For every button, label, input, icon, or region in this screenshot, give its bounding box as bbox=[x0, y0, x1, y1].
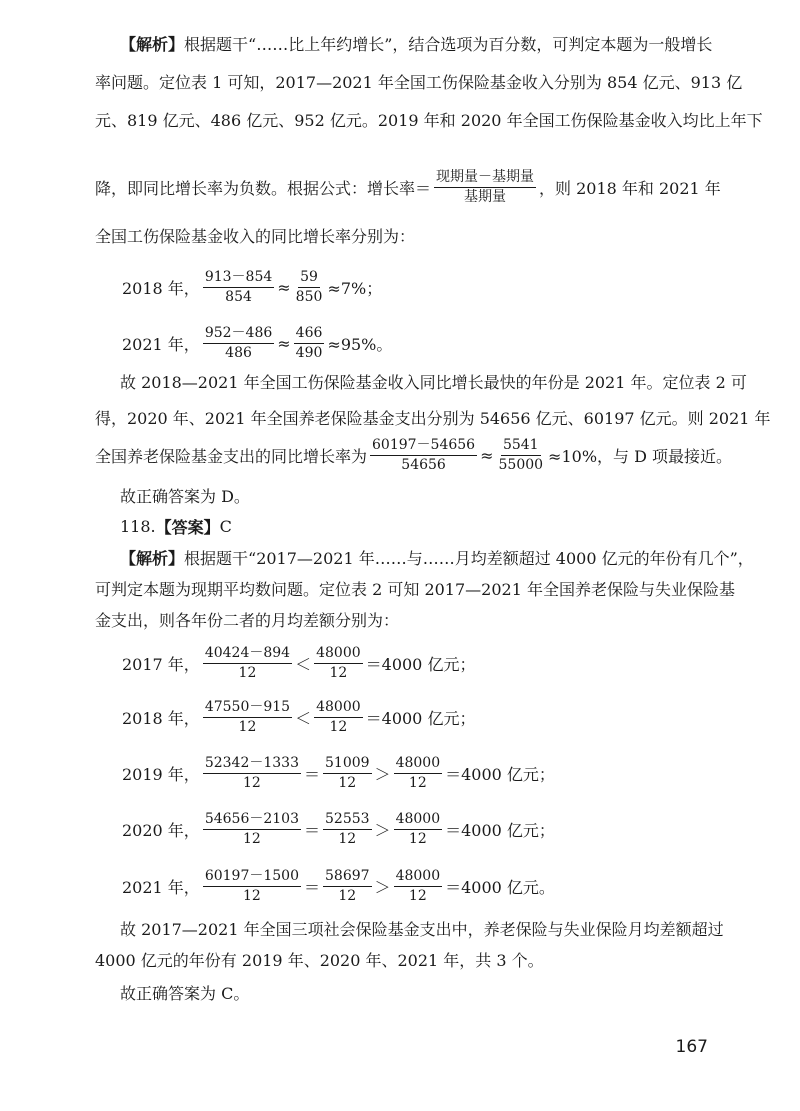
row-2020 bbox=[122, 804, 555, 854]
formula-result: ≈95%。 bbox=[327, 334, 393, 354]
numerator: 58697 bbox=[323, 868, 372, 886]
denominator: 850 bbox=[295, 288, 323, 305]
denominator: 12 bbox=[242, 830, 261, 847]
operator: ＝ bbox=[303, 764, 320, 784]
row-result: ＝4000 亿元； bbox=[365, 708, 476, 728]
row-2021 bbox=[122, 861, 555, 911]
formula-2018-label: 2018 年， bbox=[122, 278, 200, 298]
row-2017 bbox=[122, 638, 475, 688]
para4-line1: 故 2017—2021 年全国三项社会保险基金支出中，养老保险与失业保险月均差额超过 bbox=[120, 919, 724, 939]
para4-line2: 4000 亿元的年份有 2019 年、2020 年、2021 年，共 3 个。 bbox=[95, 950, 544, 970]
numerator: 5541 bbox=[501, 437, 541, 455]
analysis-tag: 【解析】 bbox=[120, 34, 185, 54]
fraction bbox=[323, 755, 372, 790]
row-label: 2018 年， bbox=[122, 708, 200, 728]
denominator: 12 bbox=[242, 774, 261, 791]
numerator: 54656－2103 bbox=[203, 811, 301, 829]
para3-line3: 金支出，则各年份二者的月均差额分别为： bbox=[95, 610, 400, 630]
formula-2021-label: 2021 年， bbox=[122, 334, 200, 354]
denominator: 12 bbox=[408, 774, 427, 791]
question-118-answer bbox=[120, 511, 232, 541]
answer-tag: 【答案】 bbox=[155, 517, 220, 537]
denominator: 12 bbox=[238, 664, 257, 681]
numerator: 52553 bbox=[323, 811, 372, 829]
formula-result: ≈7%； bbox=[327, 278, 383, 298]
fraction bbox=[203, 645, 292, 680]
fraction bbox=[370, 437, 477, 472]
row-label: 2021 年， bbox=[122, 877, 200, 897]
row-label: 2017 年， bbox=[122, 654, 200, 674]
denominator: 12 bbox=[242, 887, 261, 904]
para2-line3 bbox=[95, 430, 732, 480]
denominator: 12 bbox=[329, 664, 348, 681]
fraction bbox=[203, 699, 292, 734]
row-label: 2019 年， bbox=[122, 764, 200, 784]
para1-line4 bbox=[95, 162, 721, 212]
analysis-tag: 【解析】 bbox=[120, 548, 185, 568]
para1-line4-pre: 降，即同比增长率为负数。根据公式：增长率＝ bbox=[95, 178, 432, 198]
para2-line3-post: ≈10%，与 D 项最接近。 bbox=[548, 446, 733, 466]
fraction bbox=[294, 269, 325, 304]
numerator: 40424－894 bbox=[203, 645, 292, 663]
operator: ＝ bbox=[303, 820, 320, 840]
fraction bbox=[497, 437, 546, 472]
fraction bbox=[314, 645, 363, 680]
denominator: 12 bbox=[338, 830, 357, 847]
operator: ＜ bbox=[295, 654, 312, 674]
denominator: 12 bbox=[329, 718, 348, 735]
growth-rate-formula bbox=[434, 169, 536, 204]
numerator: 59 bbox=[298, 269, 320, 287]
para3-line1 bbox=[120, 542, 754, 572]
numerator: 47550－915 bbox=[203, 699, 292, 717]
para2-line3-pre: 全国养老保险基金支出的同比增长率为 bbox=[95, 446, 368, 466]
answer-d: 故正确答案为 D。 bbox=[120, 486, 250, 506]
row-result: ＝4000 亿元； bbox=[445, 820, 555, 840]
formula-denominator: 基期量 bbox=[464, 188, 507, 205]
para1-line5: 全国工伤保险基金收入的同比增长率分别为： bbox=[95, 226, 416, 246]
numerator: 60197－54656 bbox=[370, 437, 477, 455]
operator: ＝ bbox=[303, 877, 320, 897]
row-result: ＝4000 亿元； bbox=[365, 654, 476, 674]
numerator: 52342－1333 bbox=[203, 755, 301, 773]
para1-line3: 元、819 亿元、486 亿元、952 亿元。2019 年和 2020 年全国工伤保险基金收入均比上年下 bbox=[95, 110, 763, 130]
operator: ＞ bbox=[374, 764, 391, 784]
numerator: 48000 bbox=[314, 699, 363, 717]
row-label: 2020 年， bbox=[122, 820, 200, 840]
operator: ≈ bbox=[277, 277, 291, 297]
page-number: 167 bbox=[675, 1037, 708, 1057]
operator: ＜ bbox=[295, 708, 312, 728]
para3-line1-text: 根据题干“2017—2021 年……与……月均差额超过 4000 亿元的年份有几个”， bbox=[184, 548, 754, 568]
fraction bbox=[394, 755, 443, 790]
numerator: 51009 bbox=[323, 755, 372, 773]
para1-line1 bbox=[120, 28, 712, 58]
fraction bbox=[314, 699, 363, 734]
denominator: 486 bbox=[225, 344, 252, 361]
para3-line2: 可判定本题为现期平均数问题。定位表 2 可知 2017—2021 年全国养老保险与失业保险基 bbox=[95, 579, 735, 599]
numerator: 913－854 bbox=[203, 269, 274, 287]
fraction bbox=[323, 811, 372, 846]
denominator: 55000 bbox=[498, 456, 544, 473]
fraction bbox=[294, 325, 325, 360]
numerator: 48000 bbox=[394, 755, 443, 773]
para1-line4-post: ，则 2018 年和 2021 年 bbox=[539, 178, 721, 198]
operator: ＞ bbox=[374, 820, 391, 840]
numerator: 48000 bbox=[394, 811, 443, 829]
operator: ≈ bbox=[277, 333, 291, 353]
numerator: 466 bbox=[294, 325, 325, 343]
para1-line2: 率问题。定位表 1 可知，2017—2021 年全国工伤保险基金收入分别为 854 亿元、913 亿 bbox=[95, 72, 743, 92]
fraction bbox=[203, 811, 301, 846]
operator: ≈ bbox=[480, 445, 494, 465]
formula-2021 bbox=[122, 318, 392, 368]
fraction bbox=[203, 755, 301, 790]
denominator: 12 bbox=[238, 718, 257, 735]
row-result: ＝4000 亿元； bbox=[445, 764, 555, 784]
numerator: 48000 bbox=[314, 645, 363, 663]
operator: ＞ bbox=[374, 877, 391, 897]
para1-line1-text: 根据题干“……比上年约增长”，结合选项为百分数，可判定本题为一般增长 bbox=[184, 34, 713, 54]
denominator: 12 bbox=[408, 887, 427, 904]
numerator: 48000 bbox=[394, 868, 443, 886]
fraction bbox=[394, 868, 443, 903]
answer-c: 故正确答案为 C。 bbox=[120, 983, 250, 1003]
fraction bbox=[203, 868, 301, 903]
denominator: 12 bbox=[338, 774, 357, 791]
formula-2018 bbox=[122, 262, 382, 312]
row-2018 bbox=[122, 692, 475, 742]
question-number: 118. bbox=[120, 516, 156, 536]
fraction bbox=[394, 811, 443, 846]
fraction bbox=[203, 325, 274, 360]
denominator: 12 bbox=[408, 830, 427, 847]
para2-line1: 故 2018—2021 年全国工伤保险基金收入同比增长最快的年份是 2021 年。定位表 2 可 bbox=[120, 372, 747, 392]
denominator: 854 bbox=[225, 288, 252, 305]
para2-line2: 得，2020 年、2021 年全国养老保险基金支出分别为 54656 亿元、60197 亿元。则 2021 年 bbox=[95, 408, 771, 428]
fraction bbox=[203, 269, 274, 304]
denominator: 490 bbox=[295, 344, 323, 361]
formula-numerator: 现期量－基期量 bbox=[434, 169, 536, 187]
answer-letter: C bbox=[219, 516, 232, 536]
row-result: ＝4000 亿元。 bbox=[445, 877, 555, 897]
denominator: 12 bbox=[338, 887, 357, 904]
row-2019 bbox=[122, 748, 555, 798]
fraction bbox=[323, 868, 372, 903]
numerator: 60197－1500 bbox=[203, 868, 301, 886]
numerator: 952－486 bbox=[203, 325, 274, 343]
denominator: 54656 bbox=[401, 456, 446, 473]
